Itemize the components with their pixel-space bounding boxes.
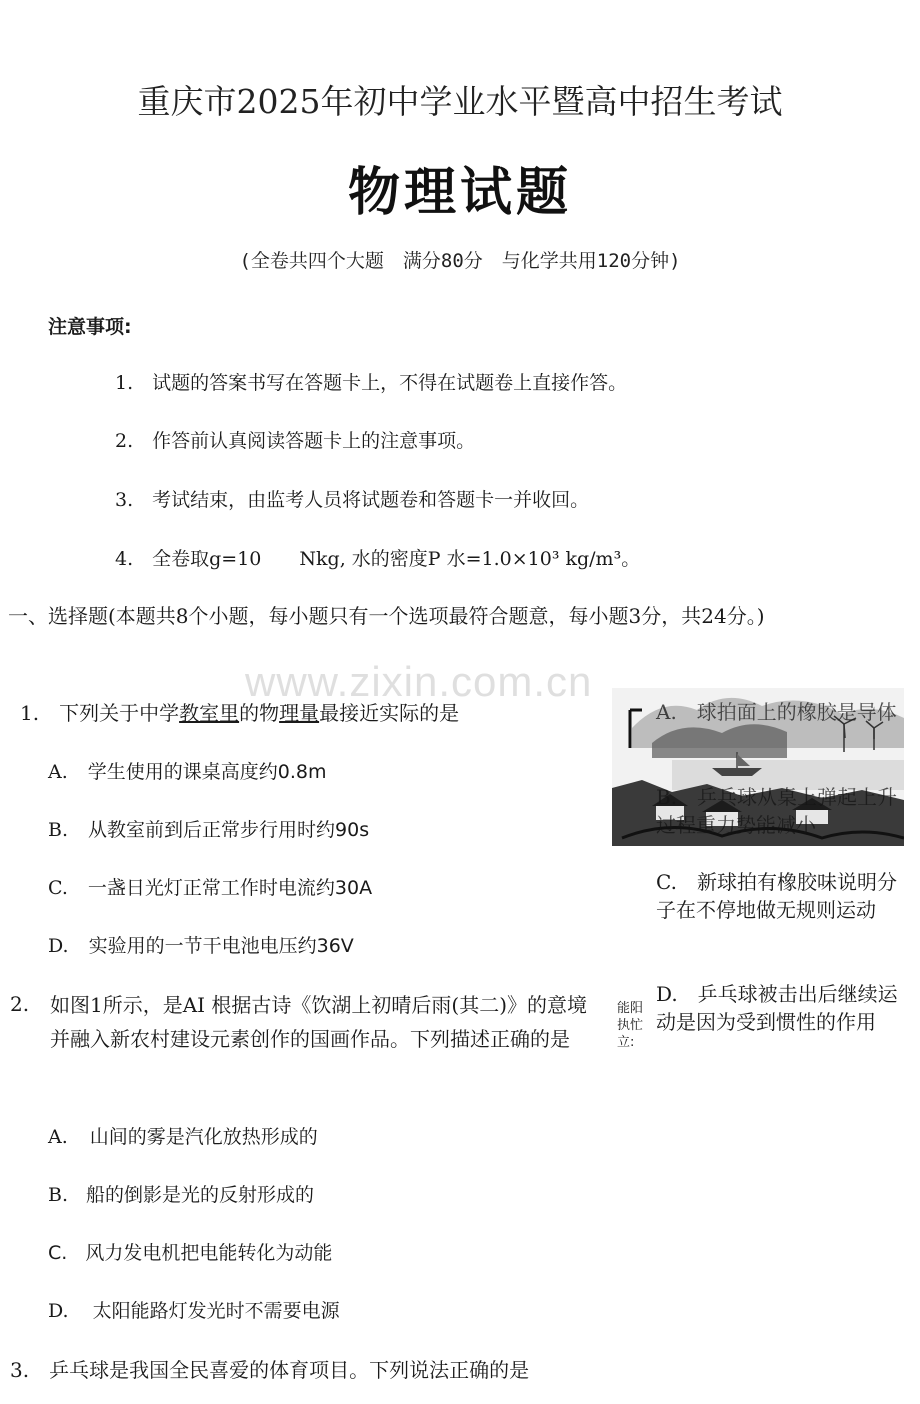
q1-option-d: D. 实验用的一节干电池电压约36V [48,935,354,957]
section-heading: 一、选择题(本题共8个小题，每小题只有一个选项最符合题意，每小题3分，共24分。) [8,604,765,628]
notice-item: 2. 作答前认真阅读答题卡上的注意事项。 [115,430,476,452]
q2-option-d: D. 太阳能路灯发光时不需要电源 [48,1300,340,1322]
question-3: 3. 乒乓球是我国全民喜爱的体育项目。下列说法正确的是 [10,1358,530,1382]
notice-item: 4. 全卷取g=10 Nkg, 水的密度P 水=1.0×10³ kg/m³。 [115,548,641,570]
exam-title: 重庆市2025年初中学业水平暨高中招生考试 [137,82,783,121]
side-note: 能阳执忙立: [617,1001,644,1050]
q2-option-b: B. 船的倒影是光的反射形成的 [48,1184,315,1206]
q3-option-c: C. 新球拍有橡胶味说明分子在不停地做无规则运动 [656,870,897,922]
notice-heading: 注意事项: [48,316,132,338]
question-2-number: 2. [10,992,30,1016]
q1-option-a: A. 学生使用的课桌高度约0.8m [48,761,327,783]
q3-option-b: B. 乒乓球从桌上弹起上升过程重力势能减小 [656,785,898,837]
q1-option-c: C. 一盏日光灯正常工作时电流约30A [48,877,373,899]
notice-item: 3. 考试结束，由监考人员将试题卷和答题卡一并收回。 [115,489,590,511]
q3-option-d: D. 乒乓球被击出后继续运动是因为受到惯性的作用 [656,982,898,1034]
subject-title: 物理试题 [347,162,572,223]
q3-option-a: A. 球拍面上的橡胶是导体 [656,700,897,724]
question-2: 如图1所示，是AI 根据古诗《饮湖上初晴后雨(其二)》的意境并融入新农村建设元素创作的国画作品。下列描述正确的是 [50,993,588,1051]
q2-option-c: C. 风力发电机把电能转化为动能 [48,1242,333,1264]
watermark: www.zixin.com.cn [245,658,593,705]
question-1: 1. 下列关于中学教室里的物理量最接近实际的是 [20,701,460,725]
q1-option-b: B. 从教室前到后正常步行用时约90s [48,819,370,841]
q2-option-a: A. 山间的雾是汽化放热形成的 [48,1126,318,1148]
notice-item: 1. 试题的答案书写在答题卡上，不得在试题卷上直接作答。 [115,372,628,394]
exam-meta: (全卷共四个大题 满分80分 与化学共用120分钟) [239,250,681,272]
